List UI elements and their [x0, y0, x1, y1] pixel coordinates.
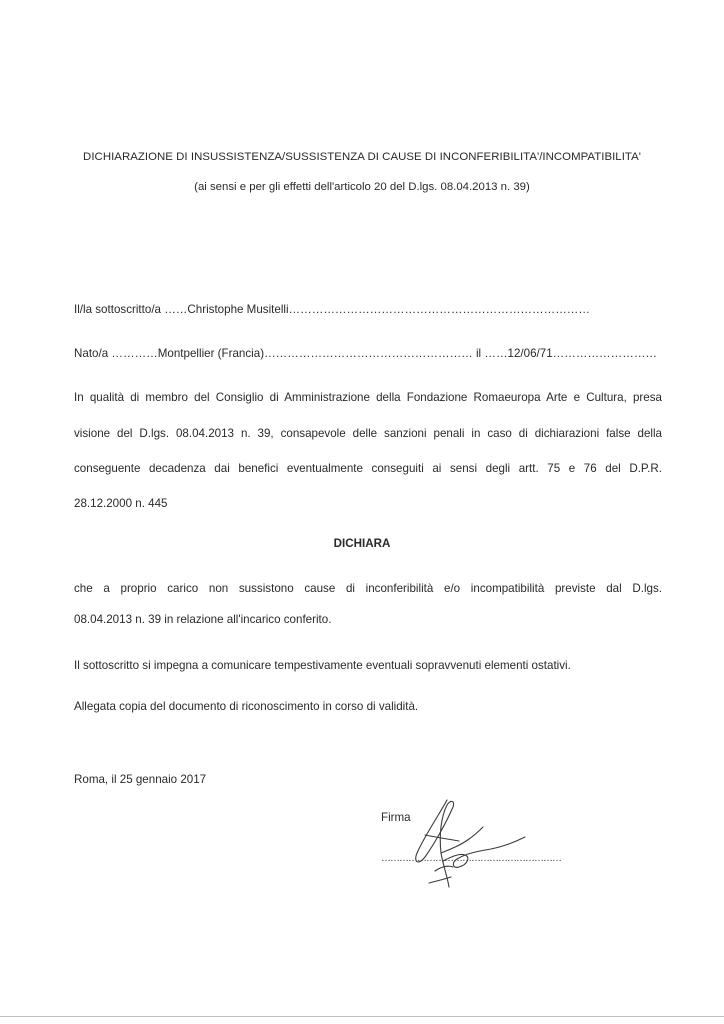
attachment-statement: Allegata copia del documento di riconoscimento in corso di validità.	[74, 700, 419, 713]
birth-field: Nato/a …………Montpellier (Francia)……………………………………………… il ……12/06/71………………………	[74, 347, 658, 360]
premise-line-2: visione del D.lgs. 08.04.2013 n. 39, consapevole delle sanzioni penali in caso di dichiarazioni false della	[74, 427, 662, 440]
declares-heading: DICHIARA	[333, 537, 391, 550]
declaration-line-1: che a proprio carico non sussistono cause di inconferibilità e/o incompatibilità previste dal D.lgs.	[74, 582, 662, 595]
document-title: DICHIARAZIONE DI INSUSSISTENZA/SUSSISTENZA DI CAUSE DI INCONFERIBILITA'/INCOMPATIBILITA'	[83, 151, 641, 163]
place-date: Roma, il 25 gennaio 2017	[74, 773, 207, 786]
signature-line: ……………………………………………………	[381, 853, 561, 864]
commitment-statement: Il sottoscritto si impegna a comunicare tempestivamente eventuali sopravvenuti elementi ostativi.	[74, 659, 571, 672]
handwritten-signature	[395, 795, 535, 895]
declaration-line-2: 08.04.2013 n. 39 in relazione all'incarico conferito.	[74, 613, 332, 626]
premise-line-4: 28.12.2000 n. 445	[74, 497, 168, 510]
premise-line-3: conseguente decadenza dai benefici eventualmente conseguiti ai sensi degli artt. 75 e 76 del D.P.R.	[74, 462, 662, 475]
document-subtitle: (ai sensi e per gli effetti dell'articolo 20 del D.lgs. 08.04.2013 n. 39)	[194, 181, 530, 193]
page-bottom-rule	[0, 1016, 724, 1017]
signatory-field: Il/la sottoscritto/a ……Christophe Musitelli……………………………………………………………………	[74, 303, 590, 316]
signature-label: Firma	[381, 811, 411, 824]
premise-line-1: In qualità di membro del Consiglio di Amministrazione della Fondazione Romaeuropa Arte e Cultura, presa	[74, 391, 662, 404]
